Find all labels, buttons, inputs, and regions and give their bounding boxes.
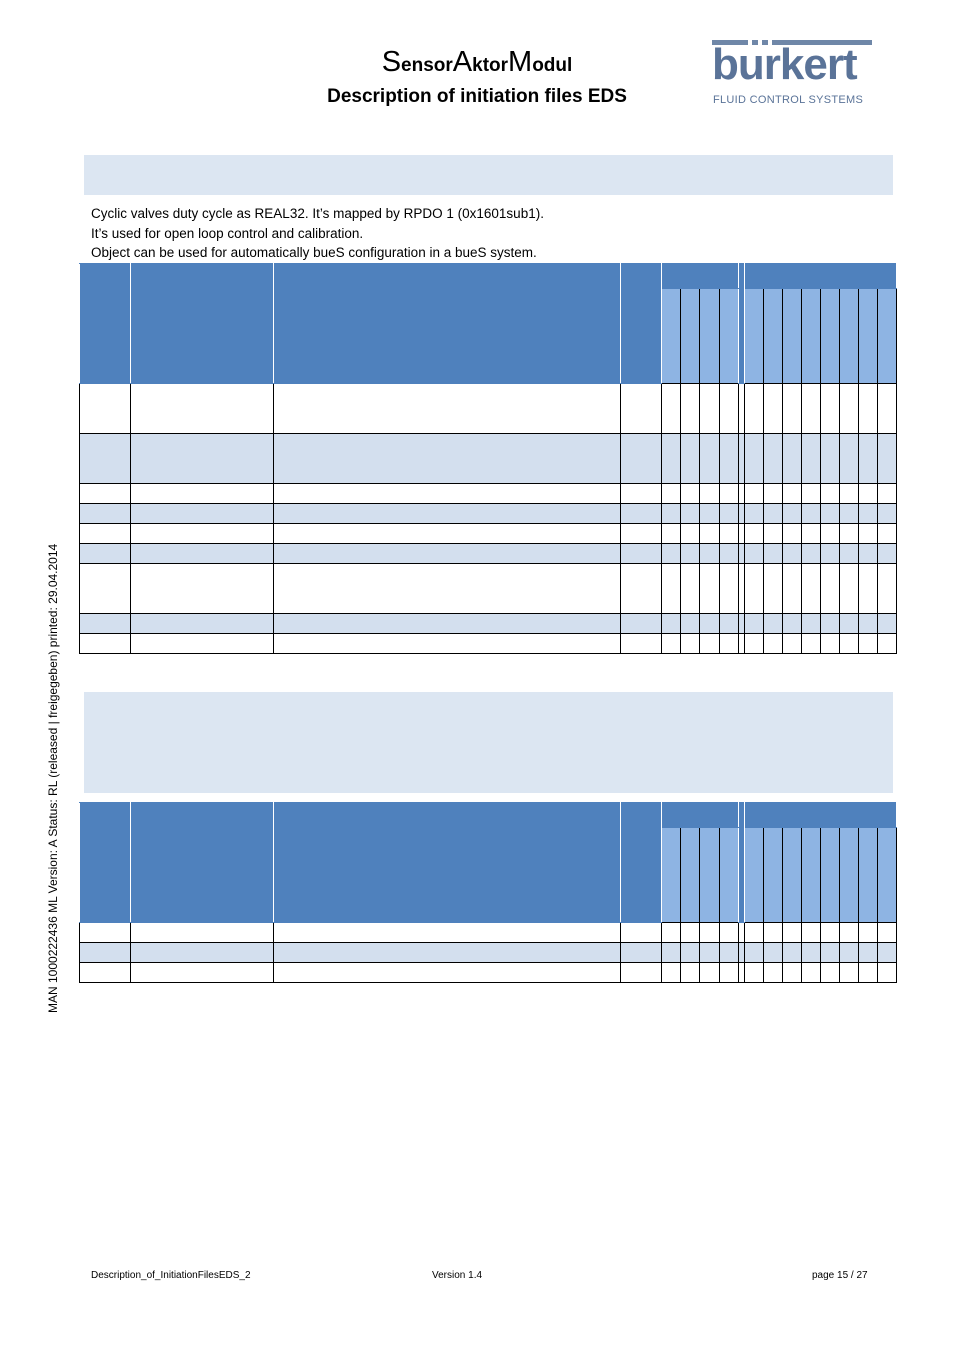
- table-cell: [700, 504, 719, 524]
- table-cell: [719, 524, 738, 544]
- table-cell: [782, 384, 801, 434]
- table-cell: [763, 384, 782, 434]
- table-cell: [80, 923, 131, 943]
- header-group-cell: [662, 803, 738, 828]
- header-cell: [80, 264, 131, 384]
- table-cell: [700, 634, 719, 654]
- table-cell: [662, 943, 681, 963]
- table-cell: [801, 634, 820, 654]
- table-row: [80, 564, 897, 614]
- table-cell: [858, 614, 877, 634]
- header-sub-cell: [801, 289, 820, 384]
- table-cell: [681, 504, 700, 524]
- table-cell: [839, 963, 858, 983]
- table-cell: [877, 963, 896, 983]
- table-cell: [763, 434, 782, 484]
- header-sub-cell: [782, 289, 801, 384]
- table-cell: [662, 963, 681, 983]
- table-cell: [662, 384, 681, 434]
- table-cell: [820, 484, 839, 504]
- table-cell: [782, 564, 801, 614]
- table-cell: [274, 434, 621, 484]
- table-cell: [131, 524, 274, 544]
- table-cell: [131, 484, 274, 504]
- document-subtitle: Description of initiation files EDS: [327, 86, 627, 107]
- table-cell: [763, 504, 782, 524]
- table-cell: [801, 544, 820, 564]
- table-cell: [763, 614, 782, 634]
- table-cell: [782, 504, 801, 524]
- table-cell: [820, 434, 839, 484]
- header-sub-cell: [820, 828, 839, 923]
- table-row: [80, 434, 897, 484]
- table-cell: [719, 614, 738, 634]
- title-ensor: ensor: [401, 55, 453, 76]
- table-cell: [131, 544, 274, 564]
- table-row: [80, 943, 897, 963]
- header-sub-cell: [681, 828, 700, 923]
- table-cell: [131, 564, 274, 614]
- table-cell: [662, 484, 681, 504]
- table-cell: [274, 484, 621, 504]
- table-row: [80, 484, 897, 504]
- table-cell: [782, 634, 801, 654]
- table-cell: [782, 434, 801, 484]
- table-cell: [700, 484, 719, 504]
- header-sub-cell: [719, 289, 738, 384]
- table-cell: [839, 544, 858, 564]
- table-cell: [877, 434, 896, 484]
- table-cell: [681, 434, 700, 484]
- table-cell: [274, 963, 621, 983]
- table-cell: [80, 943, 131, 963]
- table-cell: [858, 963, 877, 983]
- table-row: [80, 384, 897, 434]
- table-cell: [719, 564, 738, 614]
- logo-tagline: FLUID CONTROL SYSTEMS: [713, 94, 864, 106]
- table-cell: [877, 504, 896, 524]
- table-cell: [700, 524, 719, 544]
- table-cell: [858, 484, 877, 504]
- header-sub-cell: [700, 828, 719, 923]
- table-cell: [719, 504, 738, 524]
- title-A: A: [452, 46, 473, 78]
- header-sub-cell: [858, 289, 877, 384]
- table-cell: [80, 524, 131, 544]
- table-cell: [131, 434, 274, 484]
- table-cell: [744, 524, 763, 544]
- table-cell: [820, 564, 839, 614]
- table-cell: [80, 614, 131, 634]
- description-line: It’s used for open loop control and calibration.: [91, 225, 364, 241]
- table-cell: [621, 943, 662, 963]
- table-cell: [621, 544, 662, 564]
- table-cell: [700, 544, 719, 564]
- table-cell: [763, 943, 782, 963]
- table-cell: [621, 564, 662, 614]
- table-cell: [839, 384, 858, 434]
- header-sub-cell: [877, 289, 896, 384]
- table-cell: [621, 524, 662, 544]
- table-cell: [700, 434, 719, 484]
- header-group-cell: [662, 264, 738, 289]
- table-cell: [744, 943, 763, 963]
- table-row: [80, 923, 897, 943]
- table-cell: [763, 484, 782, 504]
- table-cell: [80, 963, 131, 983]
- table1-body: [80, 384, 897, 654]
- table-cell: [621, 434, 662, 484]
- header-sub-cell: [681, 289, 700, 384]
- table-cell: [274, 544, 621, 564]
- table-cell: [662, 614, 681, 634]
- table-cell: [820, 923, 839, 943]
- table-cell: [877, 614, 896, 634]
- burkert-logo: [712, 40, 874, 106]
- table-cell: [858, 504, 877, 524]
- section1-description: [91, 204, 544, 263]
- table-cell: [700, 564, 719, 614]
- table-cell: [820, 614, 839, 634]
- table-cell: [621, 963, 662, 983]
- table-cell: [763, 564, 782, 614]
- table-cell: [763, 634, 782, 654]
- table-cell: [782, 484, 801, 504]
- table-cell: [839, 634, 858, 654]
- table-cell: [131, 384, 274, 434]
- table-cell: [820, 943, 839, 963]
- table-cell: [801, 524, 820, 544]
- table-row: [80, 963, 897, 983]
- table-cell: [662, 634, 681, 654]
- footer-filename: Description_of_InitiationFilesEDS_2: [91, 1270, 251, 1281]
- title-S: S: [381, 46, 402, 78]
- header-sub-cell: [858, 828, 877, 923]
- table-cell: [719, 963, 738, 983]
- object-table-2: [79, 802, 897, 983]
- header-cell: [131, 803, 274, 923]
- table-cell: [744, 614, 763, 634]
- table-cell: [801, 963, 820, 983]
- table-cell: [80, 634, 131, 654]
- table-cell: [820, 634, 839, 654]
- table-cell: [763, 923, 782, 943]
- table-cell: [744, 504, 763, 524]
- table-cell: [877, 634, 896, 654]
- table-cell: [877, 544, 896, 564]
- table-cell: [744, 963, 763, 983]
- document-control-sidebar: MAN 1000222436 ML Version: A Status: RL (released | freigegeben) printed: 29.04.2014: [46, 543, 60, 1013]
- header-sub-cell: [839, 289, 858, 384]
- description-line: Object can be used for automatically bueS configuration in a bueS system.: [91, 245, 537, 260]
- table-cell: [744, 384, 763, 434]
- table-cell: [719, 923, 738, 943]
- table-cell: [662, 544, 681, 564]
- header-sub-cell: [662, 828, 681, 923]
- table-cell: [274, 504, 621, 524]
- table-cell: [744, 544, 763, 564]
- object-table-1: [79, 263, 897, 654]
- table-cell: [858, 434, 877, 484]
- table-cell: [681, 614, 700, 634]
- table-row: [80, 504, 897, 524]
- table-cell: [839, 504, 858, 524]
- table-cell: [700, 384, 719, 434]
- table-cell: [700, 614, 719, 634]
- table-cell: [820, 524, 839, 544]
- header-sub-cell: [763, 289, 782, 384]
- table-cell: [744, 484, 763, 504]
- table-cell: [700, 963, 719, 983]
- table-cell: [681, 544, 700, 564]
- header-sub-cell: [820, 289, 839, 384]
- table-cell: [782, 544, 801, 564]
- table-cell: [839, 484, 858, 504]
- table-cell: [744, 434, 763, 484]
- description-line: Cyclic valves duty cycle as REAL32. It’s mapped by RPDO 1 (0x1601sub1).: [91, 206, 544, 221]
- table-cell: [274, 943, 621, 963]
- table-cell: [662, 524, 681, 544]
- table-cell: [782, 943, 801, 963]
- table-cell: [681, 923, 700, 943]
- table-cell: [839, 564, 858, 614]
- table-cell: [839, 524, 858, 544]
- header-sub-cell: [801, 828, 820, 923]
- table-cell: [681, 943, 700, 963]
- table-cell: [801, 384, 820, 434]
- table-cell: [820, 544, 839, 564]
- table-cell: [131, 634, 274, 654]
- title-ktor: ktor: [472, 55, 509, 76]
- table-cell: [131, 943, 274, 963]
- table-cell: [681, 963, 700, 983]
- table-cell: [681, 484, 700, 504]
- table-cell: [763, 963, 782, 983]
- table-cell: [621, 634, 662, 654]
- table-cell: [719, 434, 738, 484]
- table-cell: [681, 384, 700, 434]
- table-cell: [681, 524, 700, 544]
- table-cell: [662, 564, 681, 614]
- document-title: [300, 48, 654, 80]
- table-row: [80, 634, 897, 654]
- header-sub-cell: [782, 828, 801, 923]
- footer-page-number: page 15 / 27: [812, 1270, 868, 1281]
- table-cell: [131, 923, 274, 943]
- table-cell: [131, 614, 274, 634]
- table-cell: [877, 564, 896, 614]
- table-row: [80, 614, 897, 634]
- header-sub-cell: [839, 828, 858, 923]
- table-cell: [274, 384, 621, 434]
- table-cell: [801, 614, 820, 634]
- table-cell: [274, 923, 621, 943]
- logo-wordmark: burkert: [712, 40, 857, 89]
- table-cell: [858, 524, 877, 544]
- table-cell: [858, 634, 877, 654]
- header-cell: [621, 803, 662, 923]
- table-cell: [719, 943, 738, 963]
- table-cell: [763, 544, 782, 564]
- table-cell: [801, 564, 820, 614]
- table-cell: [719, 484, 738, 504]
- table-cell: [131, 963, 274, 983]
- table-cell: [744, 923, 763, 943]
- section2-heading-band: [84, 692, 893, 793]
- header-sub-cell: [662, 289, 681, 384]
- header-cell: [621, 264, 662, 384]
- table-cell: [839, 923, 858, 943]
- table2-body: [80, 923, 897, 983]
- table-cell: [839, 614, 858, 634]
- table-cell: [131, 504, 274, 524]
- table-cell: [700, 923, 719, 943]
- table-cell: [621, 614, 662, 634]
- table-cell: [801, 923, 820, 943]
- table-cell: [274, 614, 621, 634]
- header-cell: [80, 803, 131, 923]
- table-cell: [858, 923, 877, 943]
- table-cell: [274, 524, 621, 544]
- table-cell: [820, 963, 839, 983]
- table-cell: [858, 943, 877, 963]
- table-cell: [662, 434, 681, 484]
- table-cell: [681, 564, 700, 614]
- footer-version: Version 1.4: [432, 1270, 483, 1281]
- section1-heading-band: [84, 155, 893, 195]
- table-cell: [801, 504, 820, 524]
- table-cell: [782, 614, 801, 634]
- table-cell: [719, 544, 738, 564]
- table-cell: [700, 943, 719, 963]
- table-cell: [621, 484, 662, 504]
- table-cell: [681, 634, 700, 654]
- header-sub-cell: [719, 828, 738, 923]
- table-cell: [80, 544, 131, 564]
- table-cell: [782, 923, 801, 943]
- header-cell: [274, 264, 621, 384]
- table-cell: [80, 384, 131, 434]
- table-cell: [621, 384, 662, 434]
- title-odul: odul: [532, 55, 573, 76]
- header-sub-cell: [877, 828, 896, 923]
- table-cell: [858, 564, 877, 614]
- table-cell: [744, 564, 763, 614]
- header-sub-cell: [744, 289, 763, 384]
- table-row: [80, 544, 897, 564]
- table-cell: [858, 544, 877, 564]
- table-cell: [877, 923, 896, 943]
- header-cell: [274, 803, 621, 923]
- header-sub-cell: [744, 828, 763, 923]
- table-cell: [877, 943, 896, 963]
- table-cell: [877, 484, 896, 504]
- table-cell: [621, 923, 662, 943]
- header-sub-cell: [763, 828, 782, 923]
- header-group-cell: [744, 264, 896, 289]
- table-cell: [719, 634, 738, 654]
- table-cell: [839, 434, 858, 484]
- table-cell: [662, 504, 681, 524]
- table-cell: [877, 524, 896, 544]
- table-cell: [80, 434, 131, 484]
- table-cell: [820, 504, 839, 524]
- table-row: [80, 524, 897, 544]
- header-group-cell: [744, 803, 896, 828]
- table-cell: [621, 504, 662, 524]
- table-cell: [662, 923, 681, 943]
- table-cell: [801, 434, 820, 484]
- header-sub-cell: [700, 289, 719, 384]
- table-cell: [877, 384, 896, 434]
- table-cell: [744, 634, 763, 654]
- table-cell: [763, 524, 782, 544]
- title-M: M: [508, 46, 533, 78]
- table-cell: [80, 484, 131, 504]
- table-cell: [782, 524, 801, 544]
- table-cell: [801, 943, 820, 963]
- table-cell: [719, 384, 738, 434]
- table-cell: [80, 564, 131, 614]
- table-cell: [274, 634, 621, 654]
- table-cell: [782, 963, 801, 983]
- table-cell: [274, 564, 621, 614]
- table-cell: [80, 504, 131, 524]
- header-cell: [131, 264, 274, 384]
- table-cell: [839, 943, 858, 963]
- table-cell: [858, 384, 877, 434]
- table-cell: [820, 384, 839, 434]
- table-cell: [801, 484, 820, 504]
